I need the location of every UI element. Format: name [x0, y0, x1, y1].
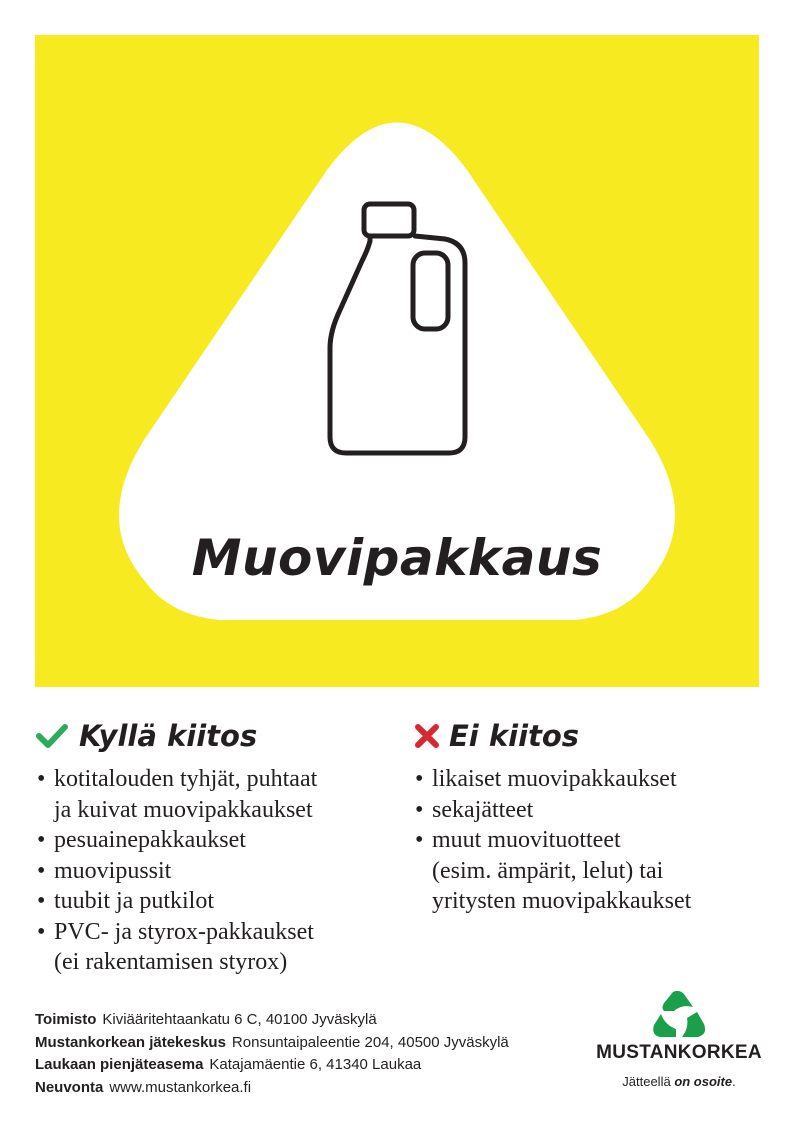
- footer-label: Neuvonta: [35, 1078, 104, 1096]
- list-item: [35, 917, 375, 978]
- cross-icon: [413, 719, 441, 753]
- hero-graphic: [35, 35, 759, 687]
- footer-row-office: [35, 1009, 595, 1032]
- rejected-heading-label: Ei kiitos: [449, 719, 580, 753]
- rejected-list: [413, 764, 753, 917]
- list-item: [35, 764, 375, 825]
- list-item-line: • sekajätteet: [432, 796, 534, 823]
- footer-row-advice: [35, 1077, 595, 1100]
- logo-brand: MUSTANKORKEA: [596, 1042, 762, 1063]
- mustankorkea-logo: [594, 990, 764, 1090]
- list-item-line: ja kuivat muovipakkaukset: [54, 796, 313, 823]
- checkmark-icon: [35, 719, 69, 753]
- list-item-line: (esim. ämpärit, lelut) tai: [432, 857, 664, 884]
- list-item-line: • likaiset muovipakkaukset: [432, 766, 677, 792]
- logo-slogan: [594, 1074, 764, 1089]
- list-item-line: • muut muovituotteet: [432, 827, 621, 853]
- list-item: [35, 886, 375, 917]
- rejected-column: [413, 714, 753, 917]
- accepted-heading-label: Kyllä kiitos: [79, 719, 258, 753]
- hero-banner: [35, 35, 759, 687]
- footer-value: Katajamäentie 6, 41340 Laukaa: [209, 1056, 422, 1073]
- list-item-line: • muovipussit: [54, 857, 172, 884]
- website-link[interactable]: www.mustankorkea.fi: [109, 1078, 252, 1096]
- footer-label: Toimisto: [35, 1011, 97, 1028]
- slogan-emphasis: on osoite: [674, 1074, 733, 1089]
- hero-title: Muovipakkaus: [191, 529, 603, 587]
- accepted-heading: [35, 714, 375, 758]
- list-item-line: • tuubit ja putkilot: [54, 888, 214, 914]
- contact-footer: [35, 1009, 595, 1099]
- accepted-column: [35, 714, 375, 978]
- list-item-line: yritysten muovipakkaukset: [432, 888, 692, 914]
- footer-value: Ronsuntaipaleentie 204, 40500 Jyväskylä: [231, 1033, 509, 1051]
- accepted-list: [35, 764, 375, 978]
- list-item: [413, 825, 753, 917]
- footer-label: Laukaan pienjäteasema: [35, 1056, 204, 1073]
- list-item: [35, 825, 375, 856]
- list-item-line: (ei rakentamisen styrox): [54, 949, 288, 975]
- footer-label: Mustankorkean jätekeskus: [35, 1033, 226, 1051]
- list-item: [413, 795, 753, 826]
- slogan-start: Jätteellä: [622, 1074, 675, 1089]
- mustankorkea-logo-icon: [594, 990, 764, 1042]
- slogan-end: .: [732, 1074, 736, 1089]
- footer-value: Kiviääritehtaankatu 6 C, 40100 Jyväskylä: [102, 1011, 377, 1028]
- list-item: [413, 764, 753, 795]
- footer-row-small-station: [35, 1054, 595, 1077]
- list-item: [35, 856, 375, 887]
- list-item-line: • pesuainepakkaukset: [54, 827, 246, 853]
- footer-row-waste-center: [35, 1032, 595, 1055]
- list-item-line: • PVC- ja styrox-pakkaukset: [54, 918, 314, 945]
- list-item-line: • kotitalouden tyhjät, puhtaat: [54, 766, 318, 792]
- rejected-heading: [413, 714, 753, 758]
